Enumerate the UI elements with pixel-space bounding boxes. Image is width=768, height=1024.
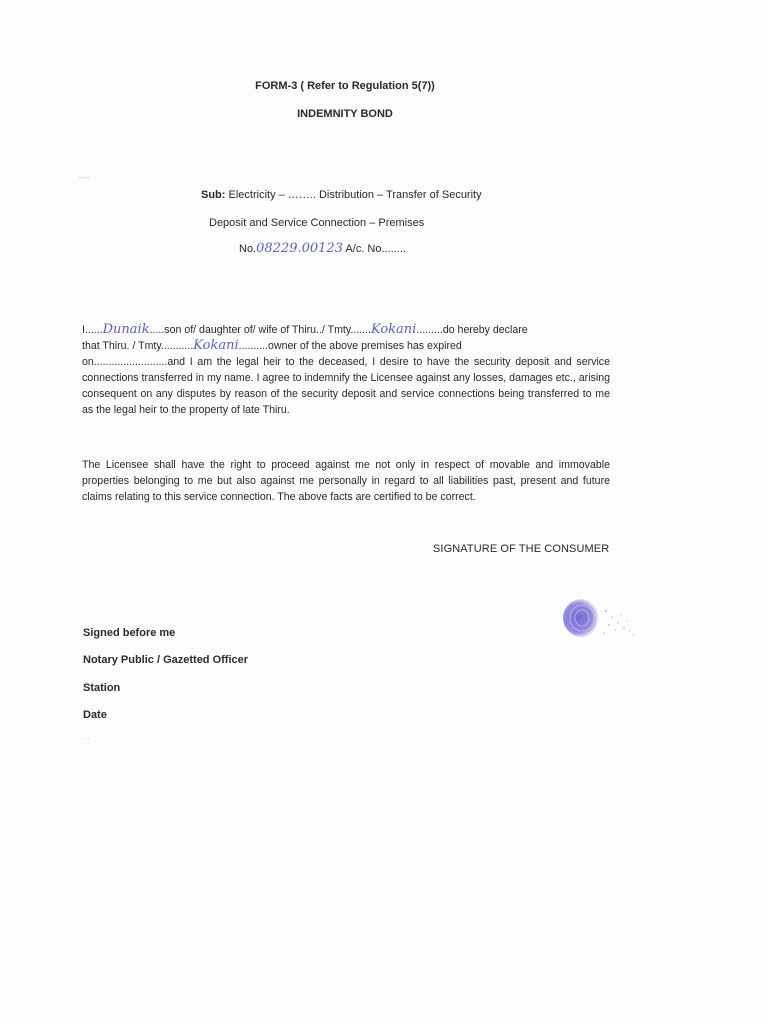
subject-line-2: Deposit and Service Connection – Premises [209, 217, 425, 229]
thumbprint-icon [560, 597, 638, 641]
declaration-paragraph [82, 322, 610, 418]
handwritten-parent-name: Kokani [370, 322, 417, 337]
subject-label: Sub: [201, 189, 226, 201]
subject-text-1: Electricity – …….. Distribution – Transfer of Security [228, 189, 482, 201]
form-reference: FORM-3 ( Refer to Regulation 5(7)) [255, 80, 435, 92]
declaration-line-2: that Thiru. / Tmty...........Kokani..........owner of the above premises has expired [82, 338, 462, 353]
handwritten-number: 08229.00123 [256, 241, 343, 256]
account-number-label: A/c. No........ [345, 243, 406, 255]
licensee-paragraph: The Licensee shall have the right to proceed against me not only in respect of movable and immovable properties belonging to me but also against me personally in regard to all liabilities past, present and future claims relating to this service connection. The above facts are certified to be correct. [82, 459, 610, 503]
handwritten-name: Dunaik [102, 322, 150, 337]
number-prefix: No. [239, 243, 257, 255]
handwritten-owner-name: Kokani [193, 338, 239, 353]
signed-before-label: Signed before me [83, 627, 176, 639]
date-label: Date [83, 709, 107, 721]
signature-label: SIGNATURE OF THE CONSUMER [433, 543, 610, 555]
scan-mark: ·— [78, 172, 90, 182]
station-label: Station [83, 682, 121, 694]
notary-label: Notary Public / Gazetted Officer [83, 654, 249, 666]
subject-line-3 [239, 241, 406, 256]
subject-line-1 [201, 189, 482, 201]
scan-mark: ·· [84, 733, 90, 743]
document-title: INDEMNITY BOND [297, 108, 393, 120]
declaration-line-1: I......Dunaik.....son of/ daughter of/ wife of Thiru../ Tmty.......Kokani.........do hereby declare [82, 322, 528, 337]
declaration-body: on.........................and I am the legal heir to the deceased, I desire to have the security deposit and service connections transferred in my name. I agree to indemnify the Licensee against any losses, damages etc., arising consequent on any disputes by reason of the security deposit and service connections being transferred to me as the legal heir to the property of late Thiru. [82, 356, 610, 416]
